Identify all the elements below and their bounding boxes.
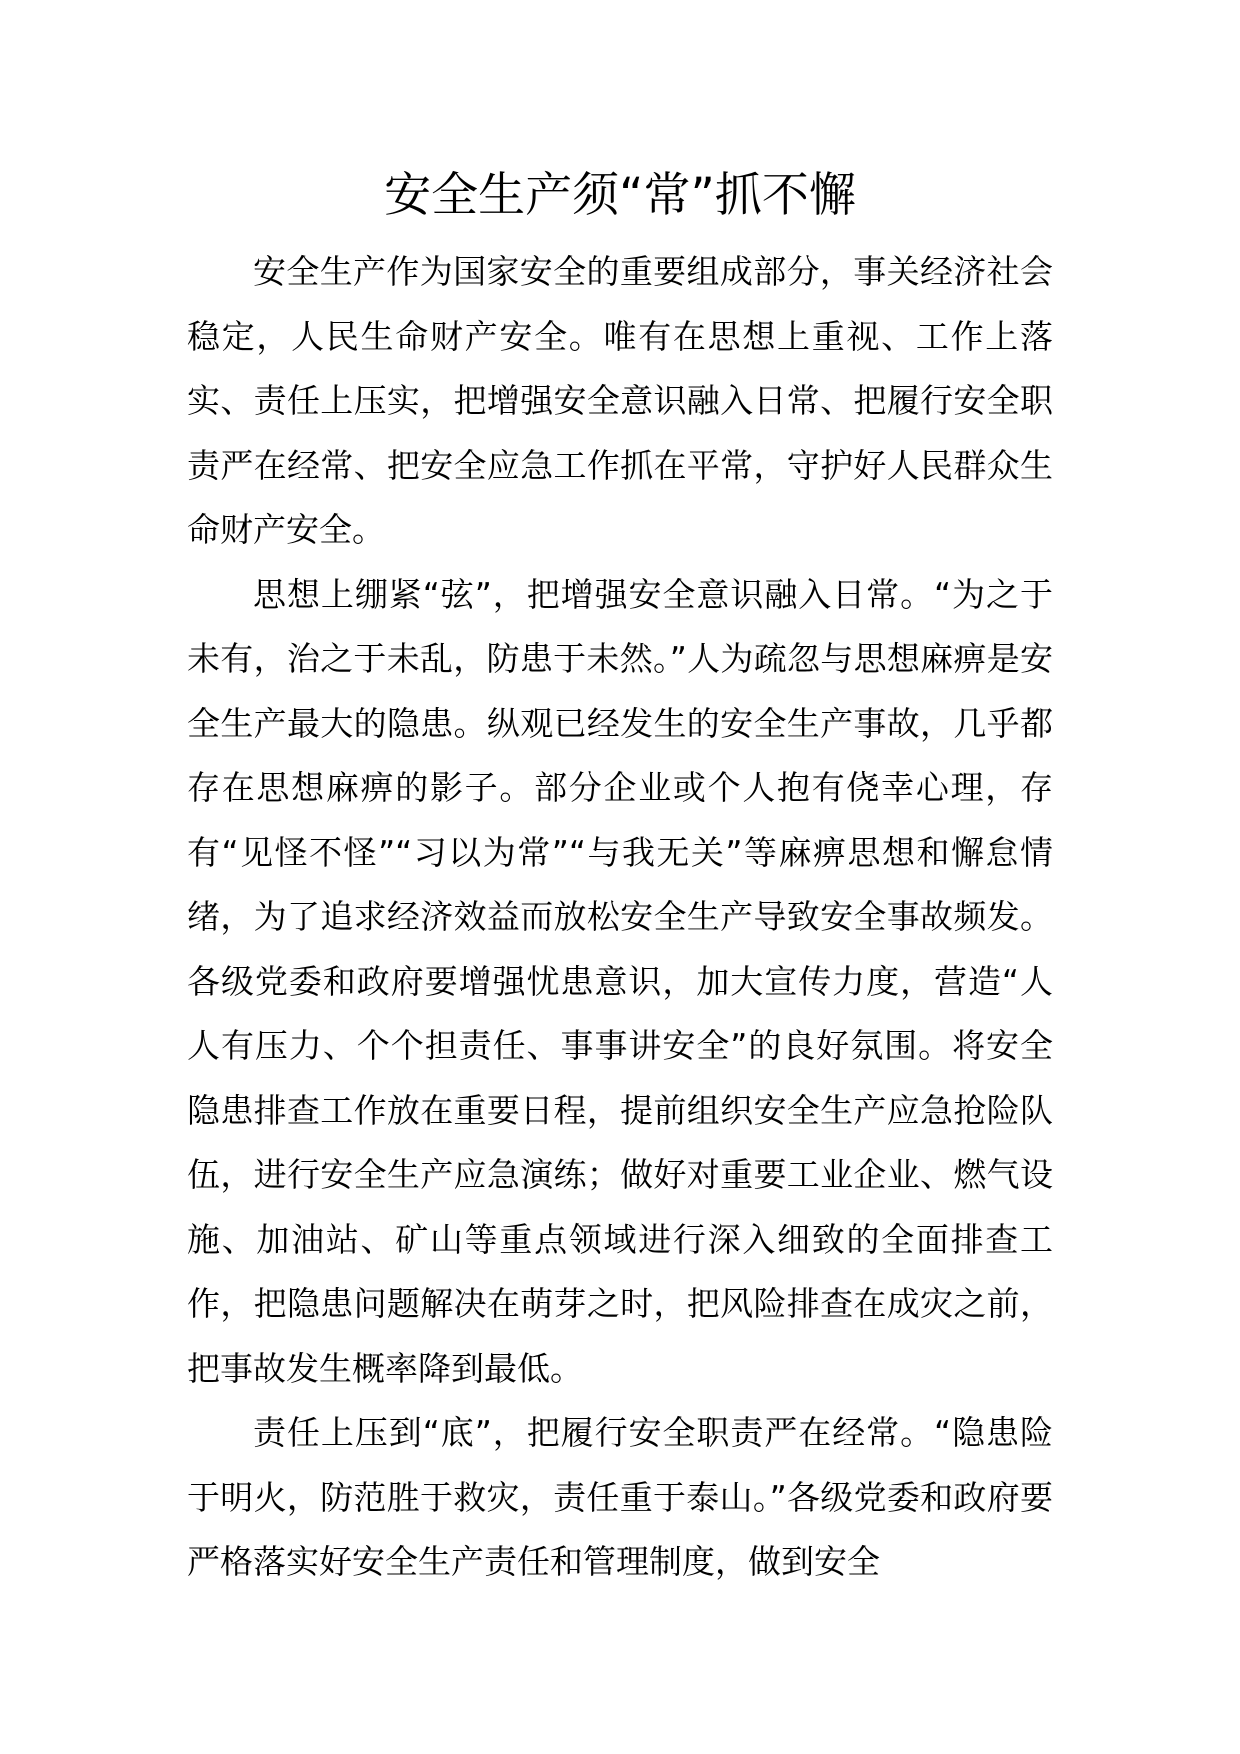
paragraph-responsibility: 责任上压到“底”，把履行安全职责严在经常。“隐患险于明火，防范胜于救灾，责任重于泰山。”各级党委和政府要严格落实好安全生产责任和管理制度，做到安全	[187, 1413, 1053, 1581]
document-body	[187, 240, 1053, 1595]
paragraph-intro: 安全生产作为国家安全的重要组成部分，事关经济社会稳定，人民生命财产安全。唯有在思想上重视、工作上落实、责任上压实，把增强安全意识融入日常、把履行安全职责严在经常、把安全应急工作抓在平常，守护好人民群众生命财产安全。	[187, 252, 1053, 549]
document-title: 安全生产须“常”抓不懈	[384, 168, 856, 223]
paragraph-awareness: 思想上绷紧“弦”，把增强安全意识融入日常。“为之于未有，治之于未乱，防患于未然。”人为疏忽与思想麻痹是安全生产最大的隐患。纵观已经发生的安全生产事故，几乎都存在思想麻痹的影子。部分企业或个人抱有侥幸心理，存有“见怪不怪”“习以为常”“与我无关”等麻痹思想和懈怠情绪，为了追求经济效益而放松安全生产导致安全事故频发。各级党委和政府要增强忧患意识，加大宣传力度，营造“人人有压力、个个担责任、事事讲安全”的良好氛围。将安全隐患排查工作放在重要日程，提前组织安全生产应急抢险队伍，进行安全生产应急演练；做好对重要工业企业、燃气设施、加油站、矿山等重点领域进行深入细致的全面排查工作，把隐患问题解决在萌芽之时，把风险排查在成灾之前，把事故发生概率降到最低。	[187, 574, 1053, 1388]
